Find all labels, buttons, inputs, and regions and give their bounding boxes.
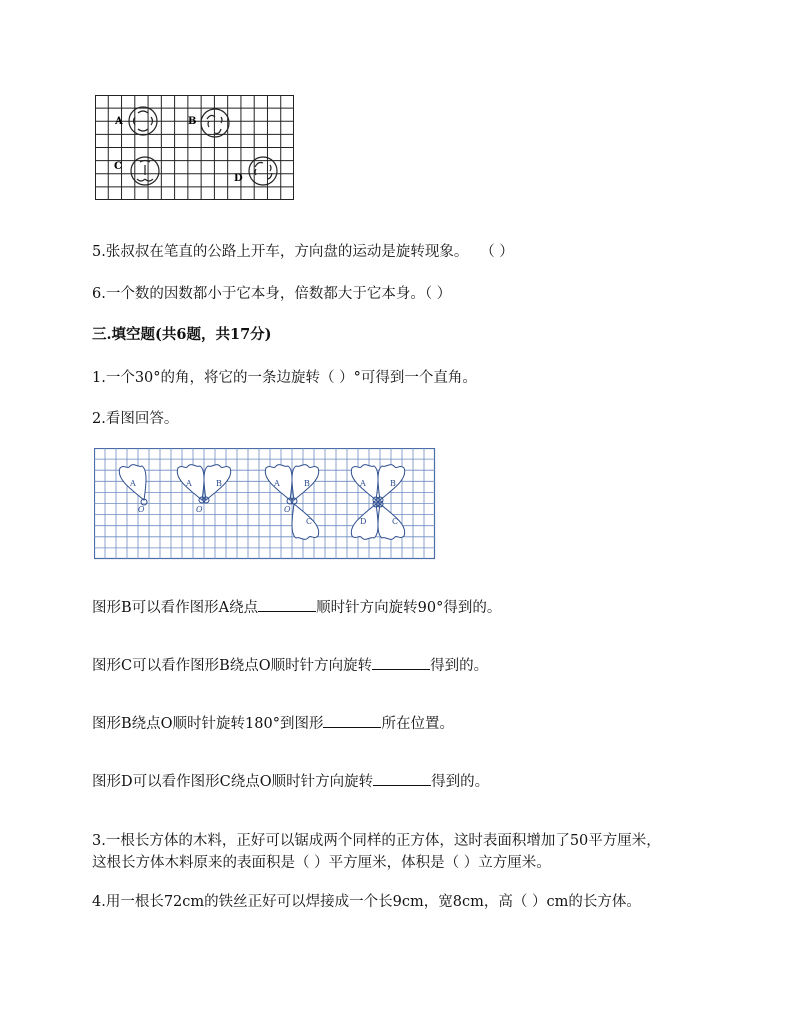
wheel-d-icon: [249, 157, 277, 185]
label-b: B: [188, 116, 197, 127]
rotation-grid-figure: [95, 95, 295, 201]
label-c: C: [114, 161, 122, 172]
svg-text:A: A: [274, 479, 280, 488]
fill-question-2: 2.看图回答。: [92, 411, 179, 427]
svg-text:B: B: [304, 479, 310, 488]
section-3-heading: 三.填空题(共6题，共17分): [92, 326, 272, 343]
svg-text:C: C: [306, 517, 313, 526]
svg-text:D: D: [360, 517, 367, 526]
svg-text:O: O: [284, 505, 291, 514]
svg-text:C: C: [392, 517, 399, 526]
svg-text:A: A: [186, 479, 192, 488]
svg-text:O: O: [196, 505, 203, 514]
sub-question-1: 图形B可以看作图形A绕点 顺时针方向旋转90°得到的。: [92, 596, 501, 617]
svg-text:B: B: [390, 479, 396, 488]
answer-blank[interactable]: [373, 771, 431, 786]
svg-text:B: B: [216, 479, 222, 488]
wheel-b-icon: [201, 109, 229, 137]
answer-blank[interactable]: [258, 597, 316, 612]
answer-blank[interactable]: [323, 713, 381, 728]
question-6: 6.一个数的因数都小于它本身，倍数都大于它本身。（ ）: [92, 286, 452, 302]
petal-rotation-figure: [94, 448, 436, 560]
label-a: A: [115, 116, 123, 127]
question-5: 5.张叔叔在笔直的公路上开车，方向盘的运动是旋转现象。 （ ）: [92, 244, 514, 260]
label-d: D: [234, 173, 243, 184]
sub-question-2: 图形C可以看作图形B绕点O顺时针方向旋转 得到的。: [92, 654, 488, 675]
fill-question-3-line-1: 3.一根长方体的木料，正好可以锯成两个同样的正方体，这时表面积增加了50平方厘米，: [92, 833, 661, 849]
svg-text:A: A: [130, 479, 136, 488]
answer-blank[interactable]: [372, 655, 430, 670]
fill-question-4: 4.用一根长72cm的铁丝正好可以焊接成一个长9cm，宽8cm，高（ ）cm的长方体。: [92, 894, 641, 910]
svg-text:A: A: [360, 479, 366, 488]
svg-text:O: O: [138, 505, 145, 514]
fill-question-3-line-2: 这根长方体木料原来的表面积是（ ）平方厘米，体积是（ ）立方厘米。: [92, 855, 551, 871]
sub-question-3: 图形B绕点O顺时针旋转180°到图形 所在位置。: [92, 712, 454, 733]
sub-question-4: 图形D可以看作图形C绕点O顺时针方向旋转 得到的。: [92, 770, 489, 791]
fill-question-1: 1.一个30°的角，将它的一条边旋转（ ）°可得到一个直角。: [92, 370, 477, 386]
